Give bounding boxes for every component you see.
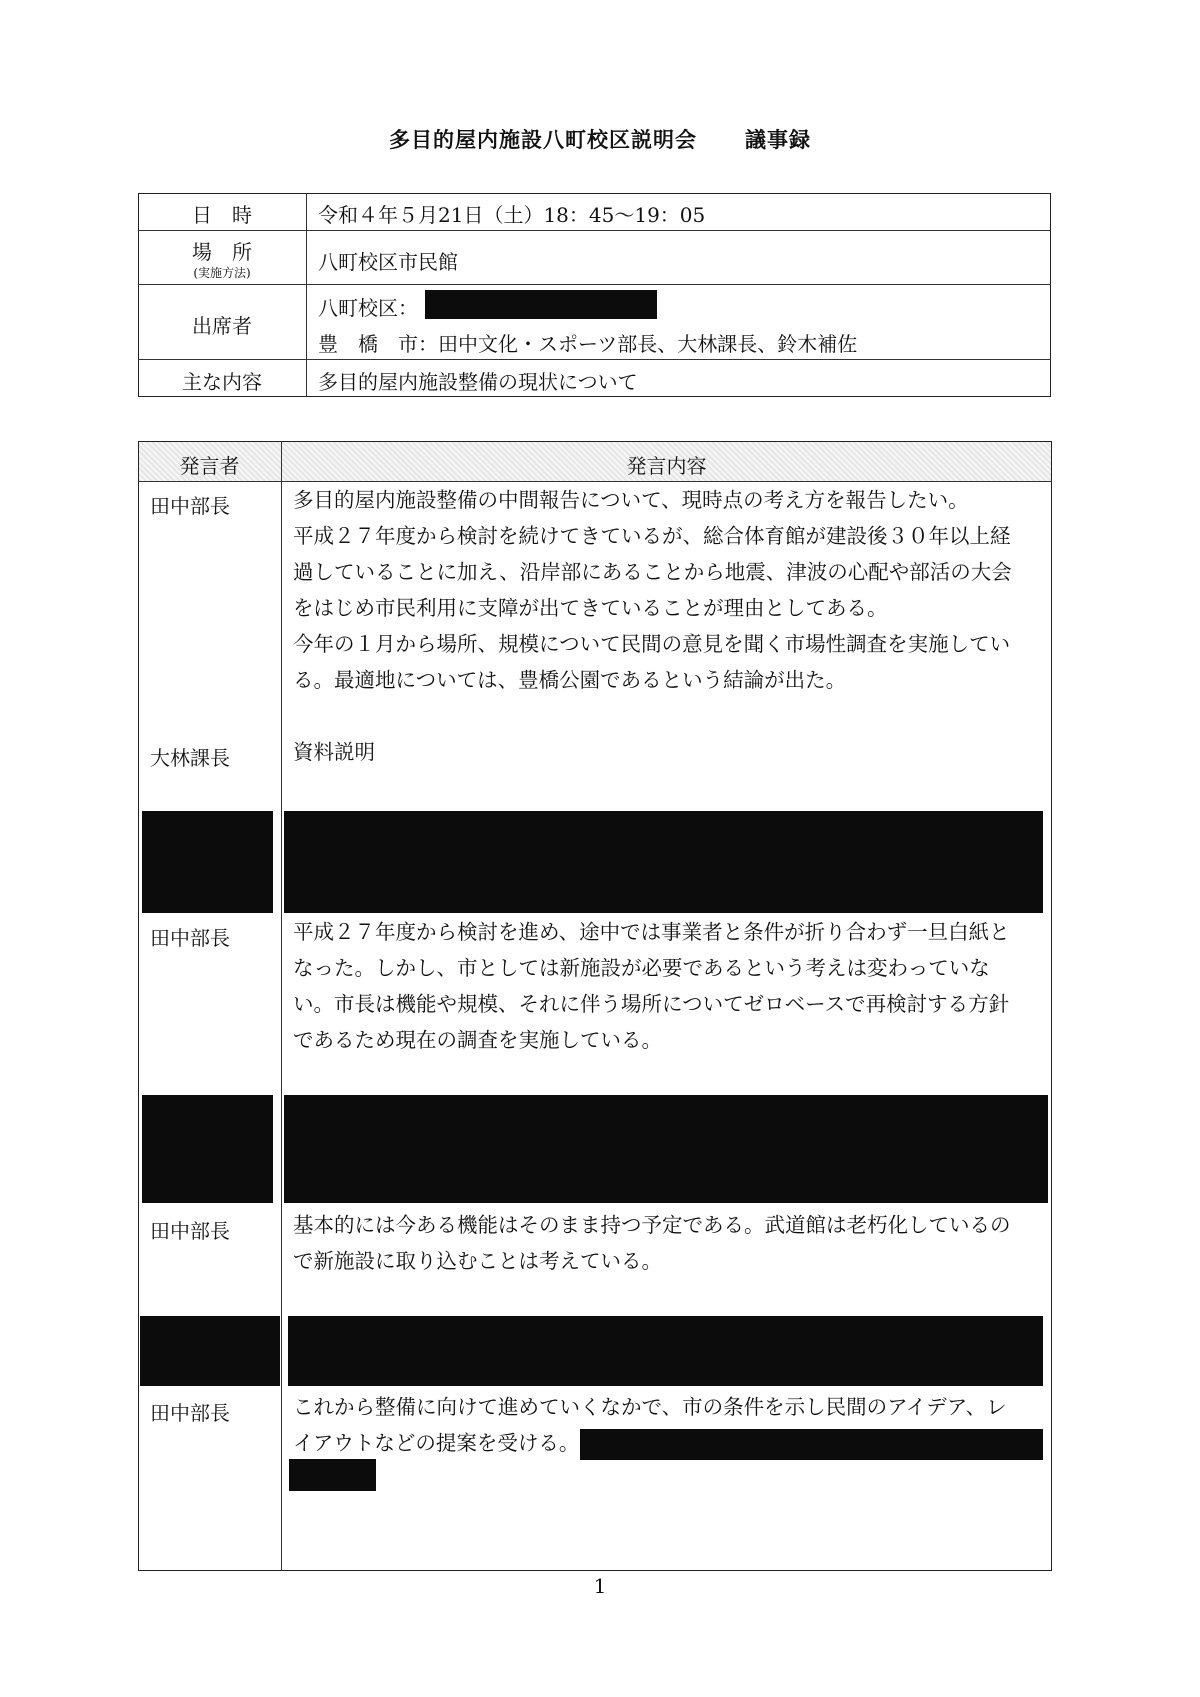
statement (293, 482, 1012, 698)
divider (281, 441, 282, 1571)
redaction (284, 1095, 1048, 1203)
title-main: 多目的屋内施設八町校区説明会 (389, 127, 697, 152)
redaction (580, 1429, 1043, 1460)
divider (138, 359, 1051, 360)
redaction (288, 1316, 1043, 1386)
statement-line: 今年の１月から場所、規模について民間の意見を聞く市場性調査を実施してい (293, 632, 1011, 656)
speaker-name: 大林課長 (150, 746, 230, 770)
statement-line: これから整備に向けて進めていくなかで、市の条件を示し民間のアイデア、レ (293, 1395, 1007, 1419)
redaction (142, 811, 273, 913)
divider (138, 284, 1051, 285)
statement-line: 基本的には今ある機能はそのまま持つ予定である。武道館は老朽化しているの (293, 1213, 1011, 1237)
statement-line: 多目的屋内施設整備の中間報告について、現時点の考え方を報告したい。 (293, 488, 969, 512)
place-label: 場 所 (192, 240, 252, 264)
header-content: 発言内容 (626, 454, 707, 478)
redaction (142, 1095, 273, 1203)
content-value: 多目的屋内施設整備の現状について (318, 370, 638, 394)
content-label: 主な内容 (182, 370, 262, 394)
redaction (425, 290, 657, 319)
attendees-district: 八町校区： (318, 296, 418, 320)
statement-line: 過していることに加え、沿岸部にあることから地震、津波の心配や部活の大会 (293, 560, 1012, 584)
place-value: 八町校区市民館 (318, 250, 458, 274)
statement-line: 平成２７年度から検討を進め、途中では事業者と条件が折り合わず一旦白紙と (293, 920, 1010, 944)
statement-line: をはじめ市民利用に支障が出てきていることが理由としてある。 (293, 596, 888, 620)
attendees-city: 豊 橋 市：田中文化・スポーツ部長、大林課長、鈴木補佐 (318, 332, 858, 356)
datetime-value: 令和４年５月21日（土）18：45～19：05 (318, 203, 706, 227)
statement-line: で新施設に取り込むことは考えている。 (293, 1249, 662, 1273)
divider (306, 193, 307, 397)
document-title (0, 124, 1200, 154)
speaker-name: 田中部長 (150, 1219, 230, 1243)
statement (293, 734, 375, 770)
divider (138, 230, 1051, 231)
header-speaker: 発言者 (179, 454, 240, 478)
speaker-name: 田中部長 (150, 1401, 230, 1425)
statement-line: 平成２７年度から検討を続けてきているが、総合体育館が建設後３０年以上経 (293, 524, 1011, 548)
datetime-label: 日 時 (192, 203, 252, 227)
speaker-name: 田中部長 (150, 926, 230, 950)
statement-line: であるため現在の調査を実施している。 (293, 1028, 662, 1052)
statement-line: る。最適地については、豊橋公園であるという結論が出た。 (293, 668, 847, 692)
redaction (140, 1316, 280, 1386)
place-sublabel: (実施方法) (193, 266, 251, 280)
page-number: 1 (593, 1574, 607, 1598)
statement-line: イアウトなどの提案を受ける。 (293, 1431, 580, 1455)
speaker-name: 田中部長 (150, 494, 230, 518)
redaction (289, 1459, 376, 1491)
statement (293, 1207, 1011, 1279)
statement-line: なった。しかし、市としては新施設が必要であるという考えは変わっていな (293, 956, 990, 980)
title-suffix: 議事録 (745, 127, 811, 152)
statement-line: い。市長は機能や規模、それに伴う場所についてゼロベースで再検討する方針 (293, 992, 1010, 1016)
redaction (284, 811, 1043, 913)
attendees-label: 出席者 (192, 314, 252, 338)
statement (293, 914, 1010, 1058)
statement-line: 資料説明 (293, 740, 375, 764)
